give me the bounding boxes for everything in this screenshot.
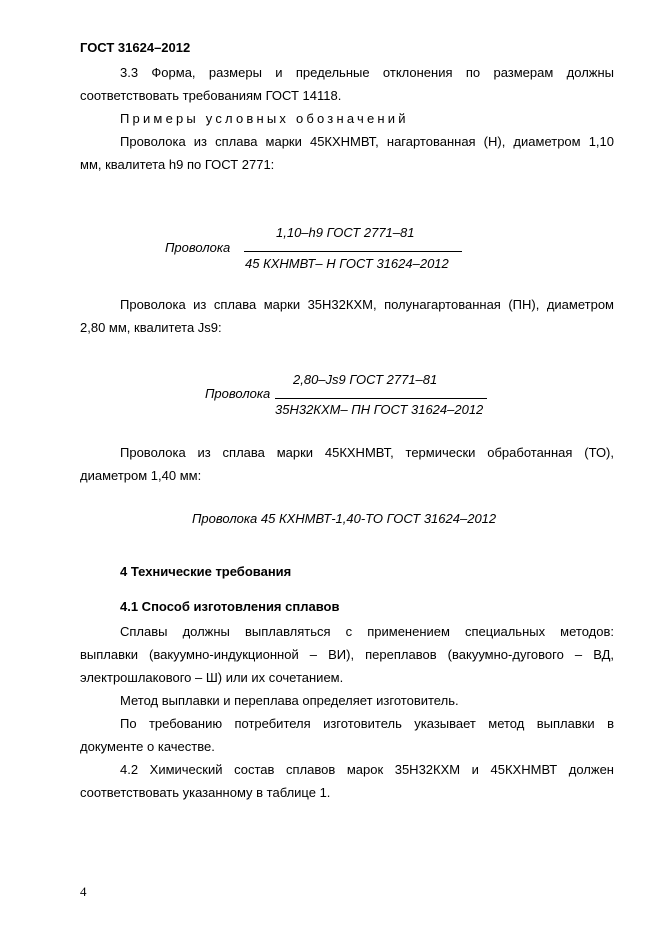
clause-3-3-line2: соответствовать требованиям ГОСТ 14118. [80,88,342,103]
examples-heading: Примеры условных обозначений [120,111,409,126]
document-header: ГОСТ 31624–2012 [80,40,191,55]
example3-formula: Проволока 45 КХНМВТ-1,40-ТО ГОСТ 31624–2012 [192,511,497,526]
clause-4-2-line2: соответствовать указанному в таблице 1. [80,785,331,800]
clause-4-1-p1-line1: Сплавы должны выплавляться с применением специальных методов: [120,624,614,639]
example1-label: Проволока [165,240,231,255]
example2-denominator: 35Н32КХМ– ПН ГОСТ 31624–2012 [275,402,484,417]
example1-text-line2: мм, квалитета h9 по ГОСТ 2771: [80,157,275,172]
page-number: 4 [80,884,87,899]
clause-4-1-heading: 4.1 Способ изготовления сплавов [120,599,340,614]
clause-4-1-p3-line2: документе о качестве. [80,739,215,754]
clause-4-1-p1-line2: выплавки (вакуумно-индукционной – ВИ), переплавов (вакуумно-дугового – ВД, [80,647,614,662]
example2-fraction-line [275,398,487,399]
example1-denominator: 45 КХНМВТ– Н ГОСТ 31624–2012 [245,256,449,271]
example2-text-line1: Проволока из сплава марки 35Н32КХМ, полунагартованная (ПН), диаметром [120,297,614,312]
clause-4-2-line1: 4.2 Химический состав сплавов марок 35Н32КХМ и 45КХНМВТ должен [120,762,614,777]
section4-heading: 4 Технические требования [120,564,292,579]
example1-fraction-line [244,251,462,252]
clause-4-1-p3-line1: По требованию потребителя изготовитель указывает метод выплавки в [120,716,614,731]
example1-numerator: 1,10–h9 ГОСТ 2771–81 [276,225,415,240]
example2-label: Проволока [205,386,271,401]
example3-text-line1: Проволока из сплава марки 45КХНМВТ, термически обработанная (ТО), [120,445,614,460]
clause-4-1-p2: Метод выплавки и переплава определяет изготовитель. [120,693,459,708]
example1-text-line1: Проволока из сплава марки 45КХНМВТ, нагартованная (Н), диаметром 1,10 [120,134,614,149]
clause-4-1-p1-line3: электрошлакового – Ш) или их сочетанием. [80,670,344,685]
example2-numerator: 2,80–Js9 ГОСТ 2771–81 [293,372,438,387]
example2-text-line2: 2,80 мм, квалитета Js9: [80,320,222,335]
example3-text-line2: диаметром 1,40 мм: [80,468,202,483]
clause-3-3-line1: 3.3 Форма, размеры и предельные отклонения по размерам должны [120,65,614,80]
